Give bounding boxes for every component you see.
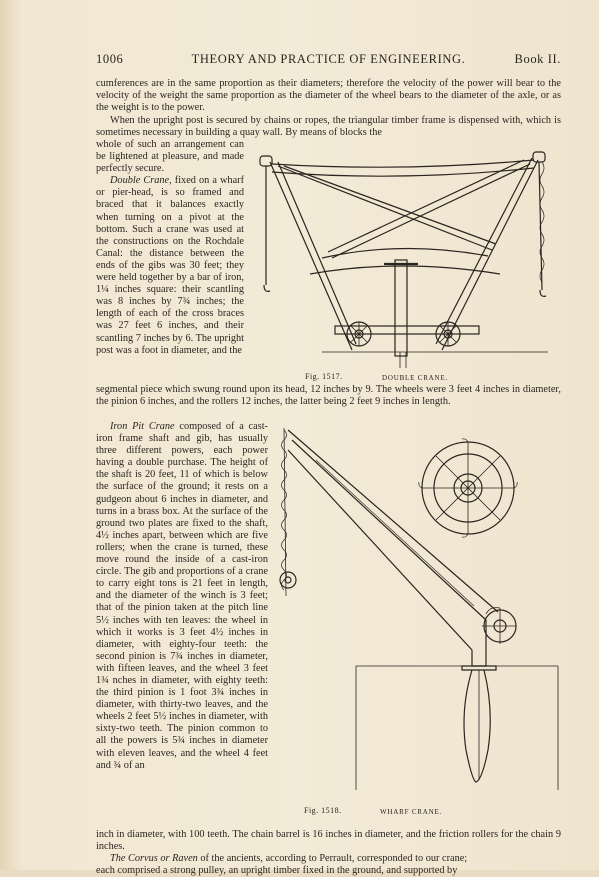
double-crane-paragraph [96, 175, 244, 356]
running-title: THEORY AND PRACTICE OF ENGINEERING. [191, 52, 466, 66]
paragraph-segmental-piece: segmental piece which swung round upon its head, 12 inches by 9. The wheels were 3 feet 4 inches in diameter, the pinion 6 inches, and the rollers 12 inches, the latter being 2 feet 9 inches in length. [96, 384, 561, 408]
double-crane-figure [252, 140, 562, 368]
paragraph-corvus [96, 853, 561, 865]
fig-1518-caption: WHARF CRANE. [380, 808, 443, 816]
iron-pit-crane-body: composed of a cast-iron frame shaft and gib, has usually three different powers, each power having a double purchase. The height of the shaft is 20 feet, 11 of which is below the surface of the ground; it rests on a gudgeon about 6 inches in diameter, and turns in a brass box. At the surface of the ground two plates are fixed to the shaft, 4½ inches apart, between which are five rollers; when the crane is turned, these move round the inside of a cast-iron circle. The gib and proportions of a crane to carry eight tons is 21 feet in length, and the diameter of the winch is 3 feet; that of the pinion taken at the pitch line 5½ inches with ten leaves: the wheel in which it works is 3 feet 4½ inches in diameter, with eighty-four teeth: the second pinion is 7¾ inches in diameter, with fifteen leaves, and the wheel 3 feet 1¾ nches in diameter, with eighty teeth: the third pinion is 1 foot 3¾ inches in diameter, with thirty-two leaves, and the wheels 2 feet 5½ inches in diameter, with sixty-two teeth. The pinion common to all the powers is 5¾ inches in diameter with eleven leaves, and the wheel 4 feet and ¾ of an [96, 421, 268, 771]
iron-pit-crane-column [96, 421, 268, 772]
double-crane-term: Double Crane, [110, 175, 172, 187]
iron-pit-crane-paragraph [96, 421, 268, 772]
wharf-crane-figure [276, 420, 566, 800]
fig-1518-label: Fig. 1518. [304, 806, 342, 815]
running-head [96, 52, 561, 68]
double-crane-column [96, 139, 244, 357]
iron-pit-crane-term: Iron Pit Crane [110, 421, 175, 432]
page-number: 1006 [96, 52, 124, 66]
corvus-body: of the ancients, according to Perrault, corresponded to our crane; [197, 853, 468, 864]
book-label: Book II. [514, 52, 561, 66]
paragraph-chain-barrel: inch in diameter, with 100 teeth. The chain barrel is 16 inches in diameter, and the friction rollers for the chain 9 inches. [96, 829, 561, 853]
paragraph-cut-off: each comprised a strong pulley, an upright timber fixed in the ground, and supported by [96, 865, 458, 876]
double-crane-body: fixed on a wharf or pier-head, is so framed and braced that it balances exactly when turning on a pivot at the bottom. Such a crane was used at the constructions on the Rochdale Canal: the distance between the ends of the gibs was 30 feet; they were held together by a bar of iron, 1¼ inches square: their scantling was 8 inches by 7¾ inches; the length of each of the cross braces was 27 feet 6 inches, and their scantling 7 inches by 6. The upright post was a foot in diameter, and the [96, 175, 244, 356]
fig-1517-label: Fig. 1517. [305, 372, 343, 381]
paragraph-upright-post: When the upright post is secured by chains or ropes, the triangular timber frame is dispensed with, which is sometimes necessary in building a quay wall. By means of blocks the [96, 115, 561, 139]
corvus-term: The Corvus or Raven [110, 853, 198, 864]
double-crane-intro: whole of such an arrangement can be lightened at pleasure, and made perfectly secure. [96, 139, 244, 175]
fig-1517-caption: DOUBLE CRANE. [382, 374, 449, 382]
paragraph-circumference: cumferences are in the same proportion as their diameters; therefore the velocity of the power will bear to the velocity of the weight the same proportion as the diameter of the wheel bears to the diameter of the axle, or as the weight is to the power. [96, 78, 561, 114]
